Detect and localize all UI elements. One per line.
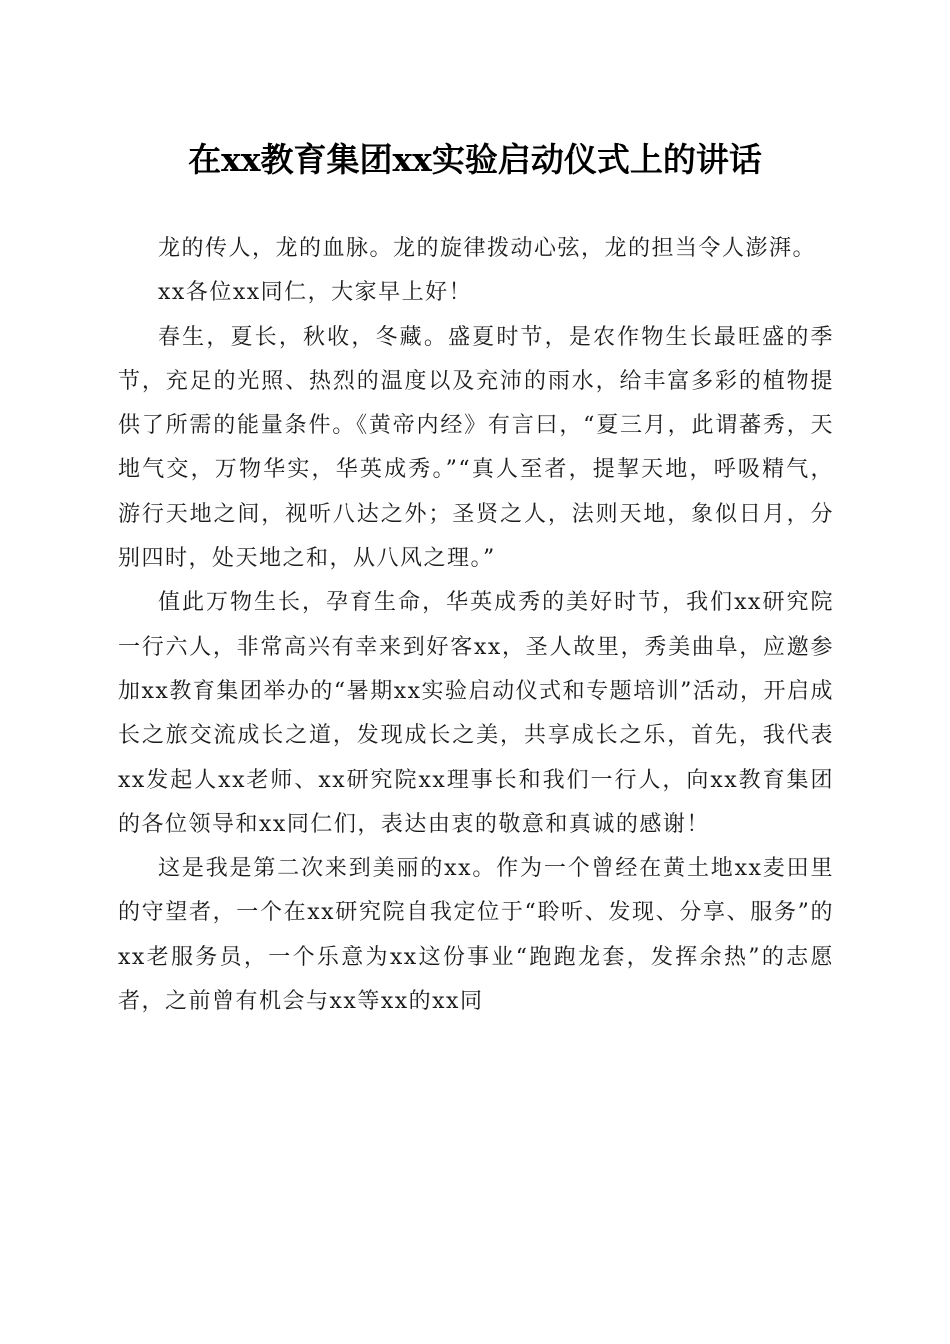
- paragraph-second-visit: 这是我是第二次来到美丽的xx。作为一个曾经在黄土地xx麦田里的守望者，一个在xx研究院自我定位于“聆听、发现、分享、服务”的xx老服务员，一个乐意为xx这份事业“跑跑龙套，发挥余热”的志愿者，之前曾有机会与xx等xx的xx同: [118, 856, 834, 1015]
- paragraph-thanks: 值此万物生长，孕育生命，华英成秀的美好时节，我们xx研究院一行六人，非常高兴有幸来到好客xx，圣人故里，秀美曲阜，应邀参加xx教育集团举办的“暑期xx实验启动仪式和专题培训”活动，开启成长之旅交流成长之道，发现成长之美，共享成长之乐，首先，我代表xx发起人xx老师、xx研究院xx理事长和我们一行人，向xx教育集团的各位领导和xx同仁们，表达由衷的敬意和真诚的感谢！: [118, 590, 834, 837]
- paragraph-opening: 龙的传人，龙的血脉。龙的旋律拨动心弦，龙的担当令人澎湃。: [158, 236, 817, 261]
- document-title: 在xx教育集团xx实验启动仪式上的讲话: [188, 140, 762, 179]
- document-body: [118, 227, 834, 1024]
- paragraph-season: 春生，夏长，秋收，冬藏。盛夏时节，是农作物生长最旺盛的季节，充足的光照、热烈的温度以及充沛的雨水，给丰富多彩的植物提供了所需的能量条件。《黄帝内经》有言曰，“夏三月，此谓蕃秀，天地气交，万物华实，华英成秀。”“真人至者，提挈天地，呼吸精气，游行天地之间，视听八达之外；圣贤之人，法则天地，象似日月，分别四时，处天地之和，从八风之理。”: [118, 324, 834, 572]
- paragraph-greeting: xx各位xx同仁，大家早上好！: [158, 280, 473, 306]
